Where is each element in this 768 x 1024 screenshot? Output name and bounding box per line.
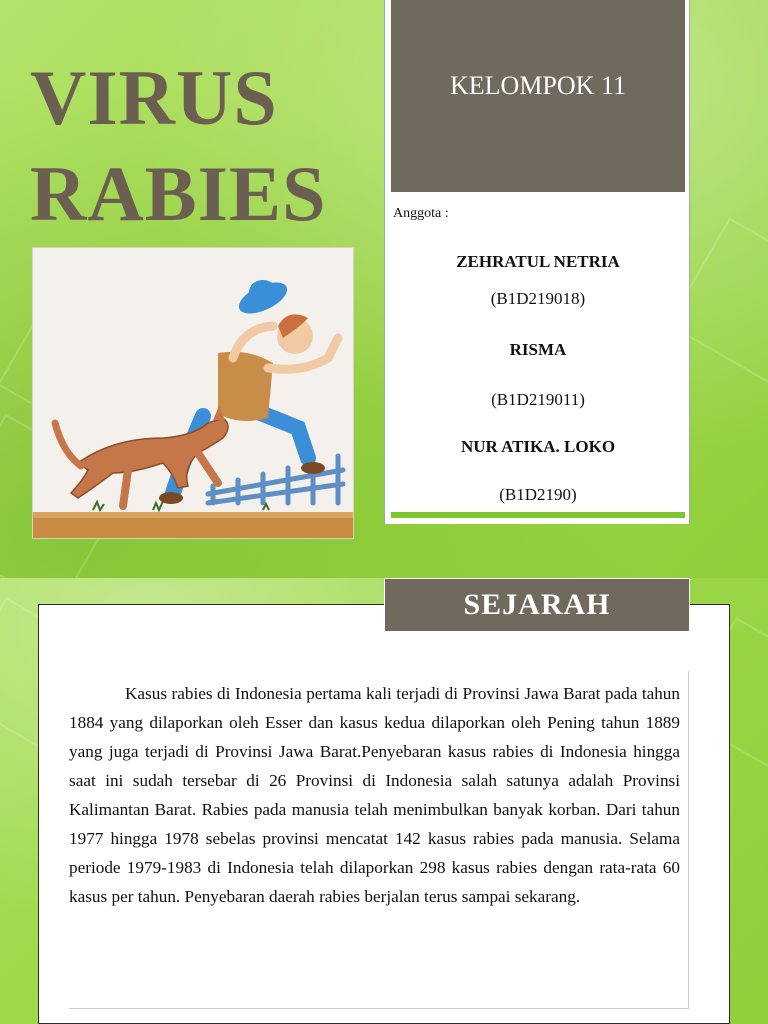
page-title [30, 50, 326, 242]
member-name: RISMA [509, 340, 567, 359]
member-name: ZEHRATUL NETRIA [456, 252, 620, 271]
group-title: KELOMPOK 11 [450, 71, 626, 100]
member-id: (B1D219011) [491, 390, 585, 409]
title-line-1: VIRUS [30, 54, 278, 141]
member-id: (B1D2190) [499, 485, 577, 504]
section-header [384, 578, 690, 632]
section-title: SEJARAH [463, 588, 611, 621]
accent-bar [391, 512, 685, 518]
history-paragraph: Kasus rabies di Indonesia pertama kali terjadi di Provinsi Jawa Barat pada tahun 1884 yang dilaporkan oleh Esser dan kasus kedua dilaporkan oleh Pening tahun 1889 yang juga terjadi di Provinsi Jawa Barat.Penyebaran kasus rabies di Indonesia hingga saat ini sudah tersebar di 26 Provinsi di Indonesia salah satunya adalah Provinsi Kalimantan Barat. Rabies pada manusia telah menimbulkan banyak korban. Dari tahun 1977 hingga 1978 sebelas provinsi mencatat 142 kasus rabies pada manusia. Selama periode 1979-1983 di Indonesia telah dilaporkan 298 kasus rabies dengan rata-rata 60 kasus per tahun. Penyebaran daerah rabies berjalan terus sampai sekarang. [69, 684, 680, 906]
text-panel [69, 671, 689, 1009]
group-members-card [384, 0, 690, 524]
title-line-2: RABIES [30, 150, 327, 237]
members-label: Anggota : [393, 206, 449, 221]
content-card [38, 604, 730, 1024]
slide-history [0, 578, 768, 1024]
dog-chasing-man-illustration [33, 248, 353, 538]
member-name: NUR ATIKA. LOKO [460, 437, 616, 456]
rabies-illustration [32, 247, 354, 539]
member-id: (B1D219018) [490, 289, 586, 308]
group-header-box [391, 0, 685, 192]
